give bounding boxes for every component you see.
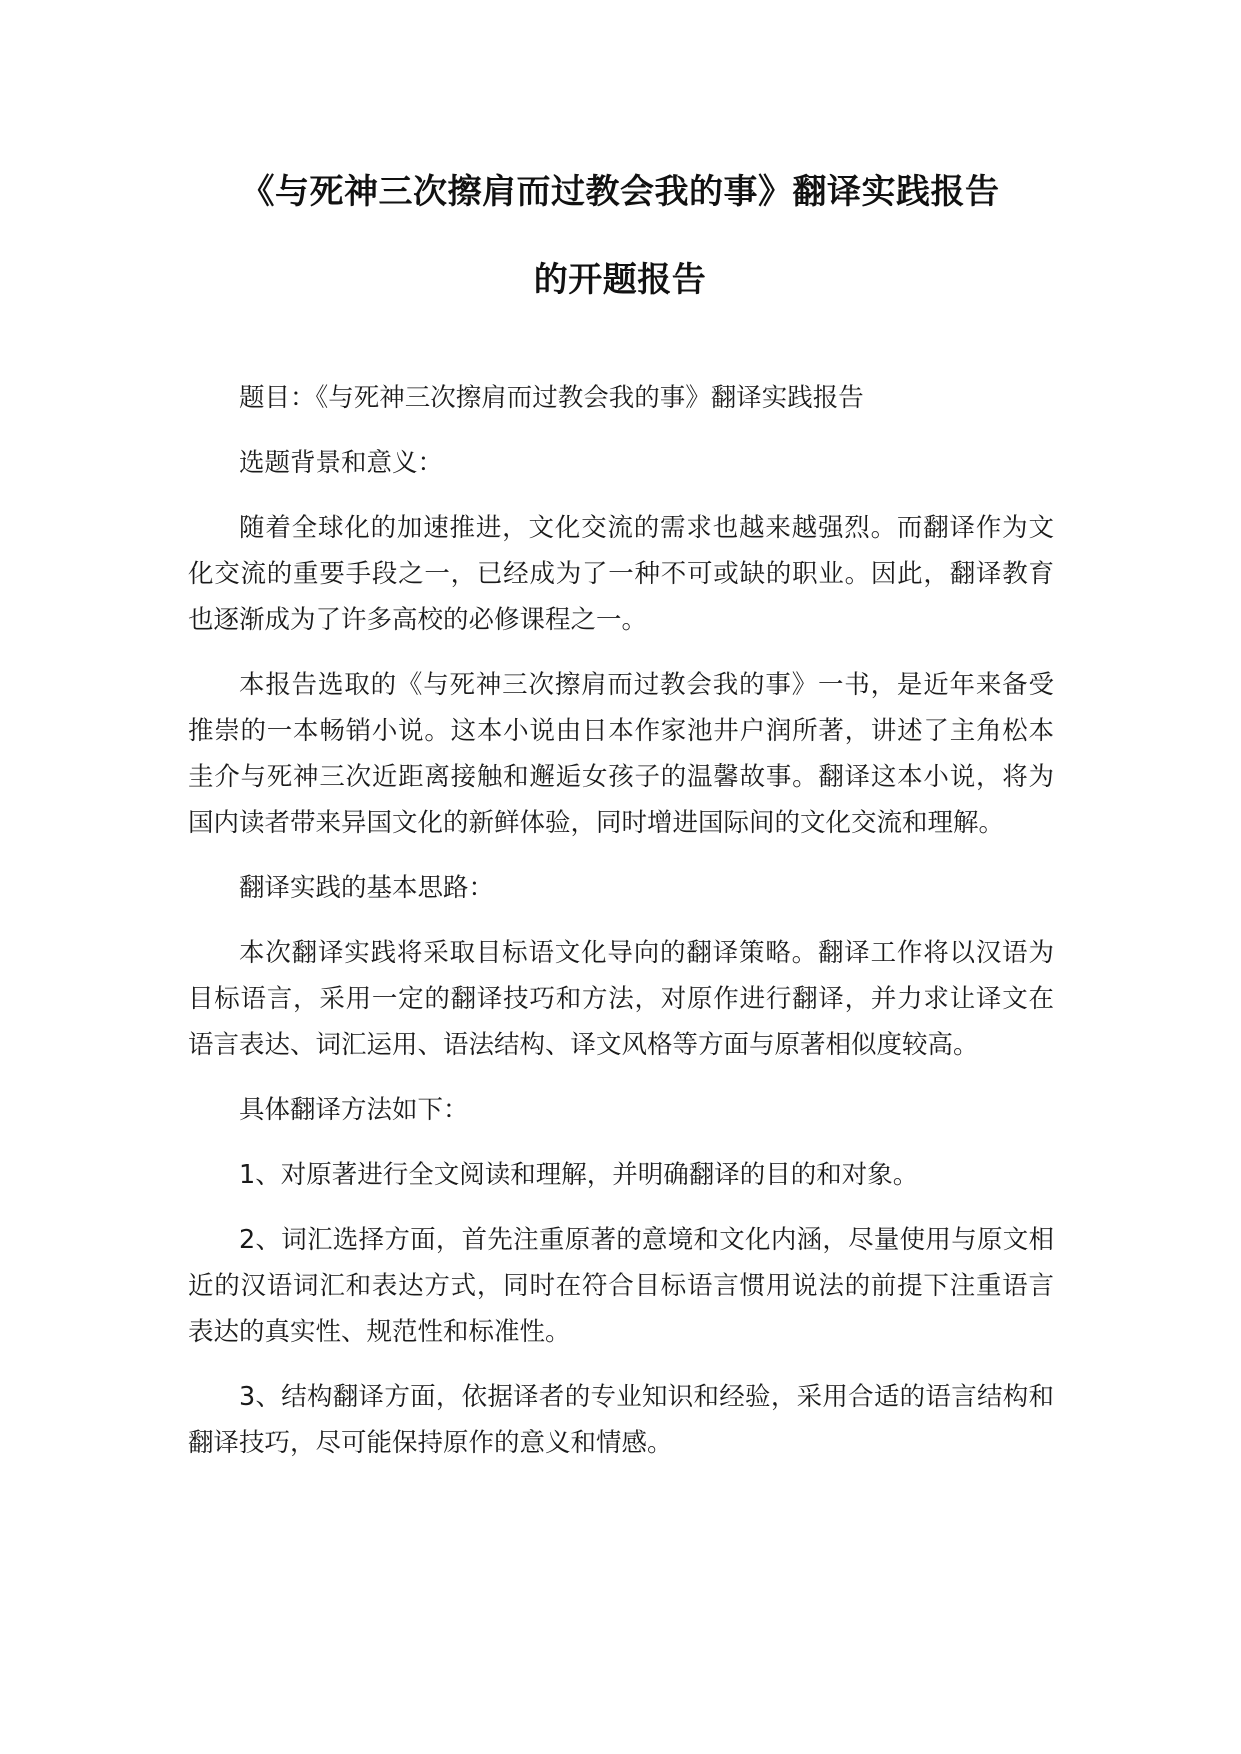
paragraph-background-heading: 选题背景和意义： [239, 448, 444, 478]
paragraph-method-2: 2、词汇选择方面，首先注重原著的意境和文化内涵，尽量使用与原文相近的汉语词汇和表达方式，同时在符合目标语言惯用说法的前提下注重语言表达的真实性、规范性和标准性。 [188, 1225, 1054, 1347]
paragraph-method-3: 3、结构翻译方面，依据译者的专业知识和经验，采用合适的语言结构和翻译技巧，尽可能保持原作的意义和情感。 [188, 1382, 1054, 1458]
paragraph-topic: 题目：《与死神三次擦肩而过教会我的事》翻译实践报告 [239, 383, 864, 413]
document-body [188, 375, 1054, 1485]
paragraph-method-1: 1、对原著进行全文阅读和理解，并明确翻译的目的和对象。 [239, 1160, 919, 1190]
paragraph-methods-heading: 具体翻译方法如下： [239, 1095, 469, 1125]
paragraph-background-1: 随着全球化的加速推进，文化交流的需求也越来越强烈。而翻译作为文化交流的重要手段之一，已经成为了一种不可或缺的职业。因此，翻译教育也逐渐成为了许多高校的必修课程之一。 [188, 513, 1054, 635]
document-title [180, 172, 1060, 300]
title-line-2: 的开题报告 [533, 260, 707, 300]
paragraph-approach-heading: 翻译实践的基本思路： [239, 873, 495, 903]
paragraph-approach: 本次翻译实践将采取目标语文化导向的翻译策略。翻译工作将以汉语为目标语言，采用一定的翻译技巧和方法，对原作进行翻译，并力求让译文在语言表达、词汇运用、语法结构、译文风格等方面与原著相似度较高。 [188, 938, 1054, 1060]
paragraph-background-2: 本报告选取的《与死神三次擦肩而过教会我的事》一书，是近年来备受推崇的一本畅销小说。这本小说由日本作家池井户润所著，讲述了主角松本圭介与死神三次近距离接触和邂逅女孩子的温馨故事。翻译这本小说，将为国内读者带来异国文化的新鲜体验，同时增进国际间的文化交流和理解。 [188, 670, 1054, 838]
title-line-1: 《与死神三次擦肩而过教会我的事》翻译实践报告 [240, 172, 1000, 212]
